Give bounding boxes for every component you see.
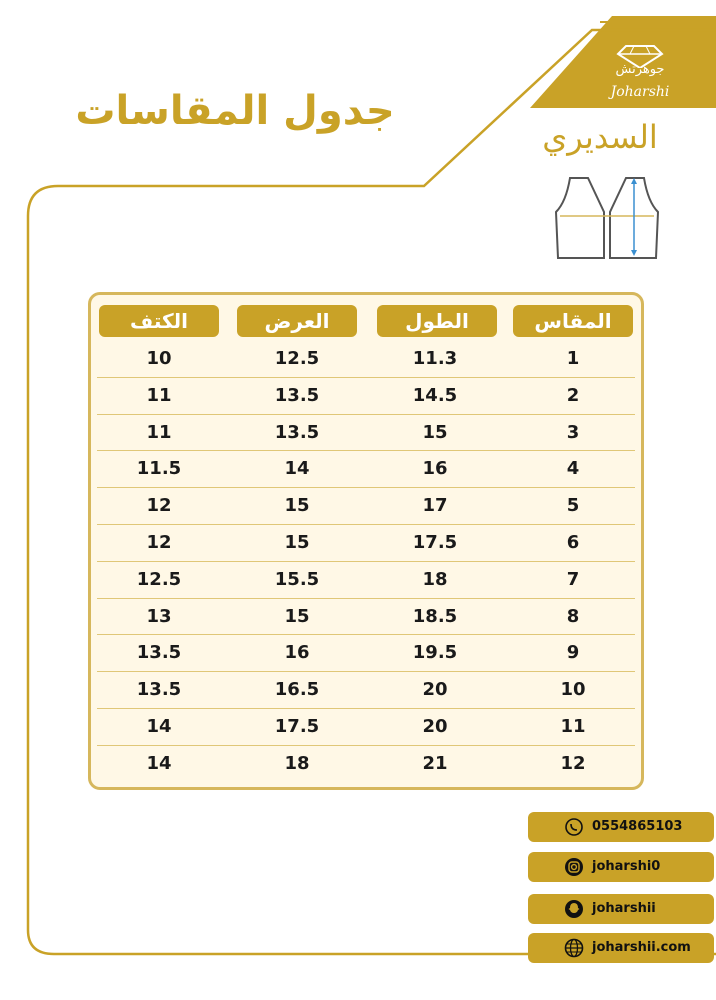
cell-width: 15 (284, 532, 310, 553)
vest-illustration (552, 172, 662, 268)
header-width: العرض (237, 305, 357, 337)
brand-logo (590, 40, 690, 102)
size-table (88, 292, 644, 790)
contact-website[interactable] (528, 933, 714, 963)
cell-length: 16 (422, 458, 448, 480)
cell-length: 20 (422, 716, 448, 737)
header-length: الطول (377, 305, 497, 337)
cell-size: 11 (560, 716, 586, 737)
contact-website-text: joharshii.com (592, 940, 691, 955)
brand-name-latin: Joharshi (610, 84, 670, 100)
cell-width: 12.5 (274, 348, 320, 369)
brand-name-arabic: جوهرتش (615, 62, 665, 77)
cell-width: 16 (284, 642, 310, 664)
header-size: المقاس (513, 305, 633, 337)
product-name: السديري (542, 118, 658, 156)
cell-width: 14 (284, 458, 310, 480)
cell-length: 17.5 (412, 532, 458, 553)
cell-shoulder: 14 (146, 716, 172, 737)
cell-length: 18 (422, 568, 448, 590)
page-title: جدول المقاسات (75, 88, 395, 134)
snapchat-icon (564, 899, 584, 919)
cell-shoulder: 12.5 (136, 568, 182, 590)
cell-width: 15.5 (274, 568, 320, 590)
cell-shoulder: 11.5 (136, 458, 182, 480)
header-shoulder: الكتف (99, 305, 219, 337)
cell-length: 15 (422, 421, 448, 443)
cell-size: 1 (566, 348, 580, 369)
cell-width: 17.5 (274, 716, 320, 737)
cell-width: 18 (284, 752, 310, 774)
cell-width: 13.5 (274, 384, 320, 406)
contact-whatsapp[interactable] (528, 812, 714, 842)
cell-length: 11.3 (412, 348, 458, 369)
cell-size: 5 (566, 495, 580, 517)
cell-shoulder: 10 (146, 348, 172, 369)
cell-size: 6 (566, 532, 580, 553)
contact-snapchat-text: joharshii (592, 901, 656, 916)
whatsapp-icon (564, 817, 584, 837)
cell-width: 15 (284, 605, 310, 627)
contact-instagram[interactable] (528, 852, 714, 882)
cell-size: 7 (566, 568, 580, 590)
cell-size: 4 (566, 458, 580, 480)
contact-snapchat[interactable] (528, 894, 714, 924)
globe-icon (564, 938, 584, 958)
cell-length: 19.5 (412, 642, 458, 664)
cell-length: 21 (422, 752, 448, 774)
cell-shoulder: 11 (146, 384, 172, 406)
cell-shoulder: 11 (146, 421, 172, 443)
contact-whatsapp-text: 0554865103 (592, 819, 683, 834)
cell-length: 17 (422, 495, 448, 517)
cell-size: 8 (566, 605, 580, 627)
cell-size: 9 (566, 642, 580, 664)
cell-shoulder: 12 (146, 495, 172, 517)
cell-shoulder: 13 (146, 605, 172, 627)
cell-size: 12 (560, 752, 586, 774)
cell-width: 15 (284, 495, 310, 517)
cell-shoulder: 12 (146, 532, 172, 553)
cell-size: 10 (560, 679, 586, 701)
cell-shoulder: 13.5 (136, 679, 182, 701)
cell-length: 18.5 (412, 605, 458, 627)
cell-width: 13.5 (274, 421, 320, 443)
cell-length: 14.5 (412, 384, 458, 406)
cell-size: 2 (566, 384, 580, 406)
cell-length: 20 (422, 679, 448, 701)
instagram-icon (564, 857, 584, 877)
contact-instagram-text: joharshi0 (592, 859, 661, 874)
cell-width: 16.5 (274, 679, 320, 701)
cell-size: 3 (566, 421, 580, 443)
cell-shoulder: 13.5 (136, 642, 182, 664)
cell-shoulder: 14 (146, 752, 172, 774)
